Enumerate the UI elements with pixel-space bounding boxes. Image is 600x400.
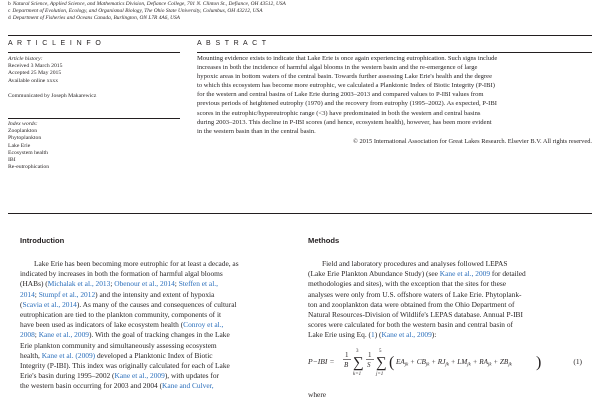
body-text: Lake Erie using Eq. ( xyxy=(308,330,372,340)
citation-link[interactable]: 2008 xyxy=(20,330,35,340)
eq-frac-1-num: 1 xyxy=(345,351,349,359)
body-line xyxy=(308,330,526,340)
abstract-rule xyxy=(197,52,592,53)
affiliation-d xyxy=(8,15,286,22)
affiliation-mark: b xyxy=(8,1,11,7)
citation-link[interactable]: Stumpf et al., 2012 xyxy=(38,289,96,299)
communicated-by: Communicated by Joseph Makarewicz xyxy=(8,92,97,99)
body-text: ) and the intensity and extent of hypoxia xyxy=(95,289,215,299)
body-text: ). As many of the causes and consequences of cultural xyxy=(76,299,237,309)
body-text: eutrophication are tied to the plankton community, components of it xyxy=(20,310,222,320)
body-text: developed a Planktonic Index of Biotic xyxy=(95,350,213,360)
affiliation-c xyxy=(8,8,286,15)
abstract-heading: A B S T R A C T xyxy=(197,40,268,47)
body-text: the western basin occurring for 2003 and 2004 ( xyxy=(20,381,163,391)
abstract-bottom-rule xyxy=(8,213,592,214)
abstract-line: hypoxic areas in bottom waters of the central basin. Towards further assessing Lake Erie's health and the degree xyxy=(197,73,493,81)
citation-link[interactable]: Scavia et al., 2014 xyxy=(22,299,77,309)
header-rule xyxy=(8,35,592,36)
abstract-line: during 2003–2013. This decline in P-IBI scores (and hence, ecosystem health), however, has been more evident xyxy=(197,118,492,126)
body-text: ): xyxy=(431,330,437,340)
abstract-line: in the western basin than in the central basin. xyxy=(197,127,316,135)
citation-link[interactable]: Conroy et al., xyxy=(183,320,224,330)
body-text: ). With the goal of tracking changes in the Lake xyxy=(88,330,230,340)
body-text: ; xyxy=(34,330,39,340)
body-text: (HABs) ( xyxy=(20,279,48,289)
citation-link[interactable]: 2014 xyxy=(20,289,35,299)
body-text: ( xyxy=(20,299,23,309)
body-line xyxy=(20,330,239,340)
body-text: ton and zooplankton data were obtained from the Ohio Department of xyxy=(308,299,515,309)
eq-sum-j: ∑ xyxy=(376,355,387,371)
citation-link[interactable]: Kane et al. (2009) xyxy=(41,350,96,360)
abstract-line: for the western and central basins of Lake Erie during 2003–2013 and compared values to P-IBI values from xyxy=(197,91,484,99)
body-line xyxy=(20,341,239,351)
citation-link[interactable]: Steffen et al., xyxy=(178,279,218,289)
keyword: Lake Erie xyxy=(8,142,31,149)
equation-label: P−IBI = xyxy=(308,357,335,366)
citation-link[interactable]: Kane et al., 2009 xyxy=(439,269,491,279)
body-text: have been used as indicators of lake ecosystem health ( xyxy=(20,320,184,330)
eq-close-paren: ) xyxy=(536,354,542,371)
body-line xyxy=(20,300,239,310)
body-text: analyses were only from U.S. offshore waters of Lake Erie. Phytoplank- xyxy=(308,289,522,299)
equation-1 xyxy=(308,345,588,379)
body-line xyxy=(20,351,239,361)
body-text: for detailed xyxy=(490,269,526,279)
body-text: indicated by increases in both the formation of harmful algal blooms xyxy=(20,269,223,279)
body-text: methodologies and sites), with the exception that the sites for these xyxy=(308,279,507,289)
keywords-label: Index words: xyxy=(8,121,38,127)
affiliation-b xyxy=(8,1,286,8)
online-date: Available online xxxx xyxy=(8,77,59,84)
body-text: health, xyxy=(20,350,42,360)
body-text: ), with updates for xyxy=(164,371,219,381)
affiliation-text: Natural Science, Applied Science, and Mathematics Division, Defiance College, 701 N. Clinton St., Defiance, OH 43512, USA xyxy=(12,1,286,7)
body-line xyxy=(20,361,239,371)
abstract-line: increases in both the incidence of harmful algal blooms in the western basin and the re-emergence of large xyxy=(197,64,478,72)
introduction-body xyxy=(20,259,239,392)
body-line xyxy=(308,279,526,289)
eq-sum-k-bottom: k=1 xyxy=(353,372,362,377)
methods-body xyxy=(308,259,526,341)
eq-terms: $EA_{jk} + CB_{jk} + RJ_{jk} + LM_{jk} + RA_{jk} + ZB_{jk}$ xyxy=(396,358,512,368)
keyword: IBI xyxy=(8,157,16,164)
body-text: Erie plankton community and simultaneously assessing ecosystem xyxy=(20,340,217,350)
citation-link[interactable]: Kane et al., 2009 xyxy=(114,371,165,381)
body-text: Integrity (P-IBI). This index was originally calculated for each of Lake xyxy=(20,361,230,371)
abstract-text xyxy=(197,54,592,136)
article-history-label: Article history: xyxy=(8,56,43,62)
citation-link[interactable]: Michalak et al., 2013 xyxy=(47,279,111,289)
body-text: scores were calculated for both the western basin and central basin of xyxy=(308,320,514,330)
body-line xyxy=(20,320,239,330)
body-line xyxy=(20,310,239,320)
keywords-rule xyxy=(8,118,180,119)
body-text: ; xyxy=(174,279,179,289)
keywords xyxy=(8,121,49,171)
equation-trailing-text: where xyxy=(308,390,327,399)
citation-link[interactable]: Kane and Culver, xyxy=(162,381,214,391)
introduction-heading: Introduction xyxy=(20,236,65,245)
abstract-line: to which this ecosystem has become more eutrophic, we calculated a Planktonic Index of Biotic Integrity (P-IBI) xyxy=(197,82,495,90)
body-line xyxy=(308,310,526,320)
body-text: Lake Erie has been becoming more eutrophic for at least a decade, as xyxy=(34,259,239,268)
citation-link[interactable]: 1 xyxy=(371,330,375,340)
abstract-line: scores in the eutrophic/hypereutrophic range (<3) have predominated in both the western and central basins xyxy=(197,109,481,117)
body-line xyxy=(20,290,239,300)
eq-frac-1-den: B xyxy=(344,361,349,369)
eq-frac-2-num: 1 xyxy=(368,351,372,359)
eq-sum-k: ∑ xyxy=(353,355,364,371)
body-line xyxy=(308,290,526,300)
affiliation-mark: c xyxy=(8,8,11,14)
body-text: (Lake Erie Plankton Abundance Study) (see xyxy=(308,269,440,279)
affiliation-text: Department of Evolution, Ecology, and Organismal Biology, The Ohio State University, Columbus, OH 43212, USA xyxy=(12,8,263,14)
body-text: ) ( xyxy=(374,330,382,340)
body-line xyxy=(308,300,526,310)
body-text: Natural Resources-Division of Wildlife's LEPAS database. Annual P-IBI xyxy=(308,310,523,320)
body-line xyxy=(20,371,239,381)
abstract-line: previous periods of heightened eutrophy (1970) and the recovery from eutrophy (1995–2002). As expected, P-IBI xyxy=(197,100,497,108)
eq-sum-j-bottom: j=1 xyxy=(376,372,384,377)
eq-frac-2-den: S xyxy=(367,361,371,369)
affiliation-text: Department of Fisheries and Oceans Canada, Burlington, ON L7R 4A6, USA xyxy=(12,15,180,21)
eq-open-paren: ( xyxy=(389,354,395,371)
equation-formula xyxy=(342,345,552,379)
copyright-notice: © 2015 International Association for Great Lakes Research. Elsevier B.V. All rights reserved. xyxy=(353,138,592,145)
equation-number: (1) xyxy=(573,357,582,366)
methods-heading: Methods xyxy=(308,236,340,245)
keyword: Re-eutrophication xyxy=(8,164,50,171)
citation-link[interactable]: Kane et al., 2009 xyxy=(381,330,432,340)
accepted-date: Accepted 25 May 2015 xyxy=(8,70,62,77)
keyword: Phytoplankton xyxy=(8,135,42,142)
received-date: Received 3 March 2015 xyxy=(8,63,63,70)
citation-link[interactable]: Obenour et al., 2014 xyxy=(114,279,175,289)
body-line xyxy=(20,381,239,391)
abstract-line: Mounting evidence exists to indicate that Lake Erie is once again experiencing eutrophication. Such signs include xyxy=(197,55,498,62)
body-text: ; xyxy=(34,289,39,299)
article-info xyxy=(8,56,96,100)
affiliations xyxy=(8,1,286,22)
body-text: ; xyxy=(110,279,115,289)
body-text: Field and laboratory procedures and analyses followed LEPAS xyxy=(322,259,508,268)
body-text: Erie's basin during 1995–2002 ( xyxy=(20,371,115,381)
keyword: Zooplankton xyxy=(8,128,38,135)
body-line xyxy=(308,269,526,279)
article-info-heading: A R T I C L E I N F O xyxy=(8,40,103,47)
body-line xyxy=(20,269,239,279)
citation-link[interactable]: Kane et al., 2009 xyxy=(38,330,89,340)
article-info-rule xyxy=(8,52,180,53)
eq-sum-k-top: 3 xyxy=(356,349,359,354)
keyword: Ecosystem health xyxy=(8,149,48,156)
body-line xyxy=(308,259,526,269)
eq-sum-j-top: 5 xyxy=(379,349,382,354)
body-line xyxy=(308,320,526,330)
body-line xyxy=(20,259,239,269)
body-line xyxy=(20,279,239,289)
affiliation-mark: d xyxy=(8,15,11,21)
